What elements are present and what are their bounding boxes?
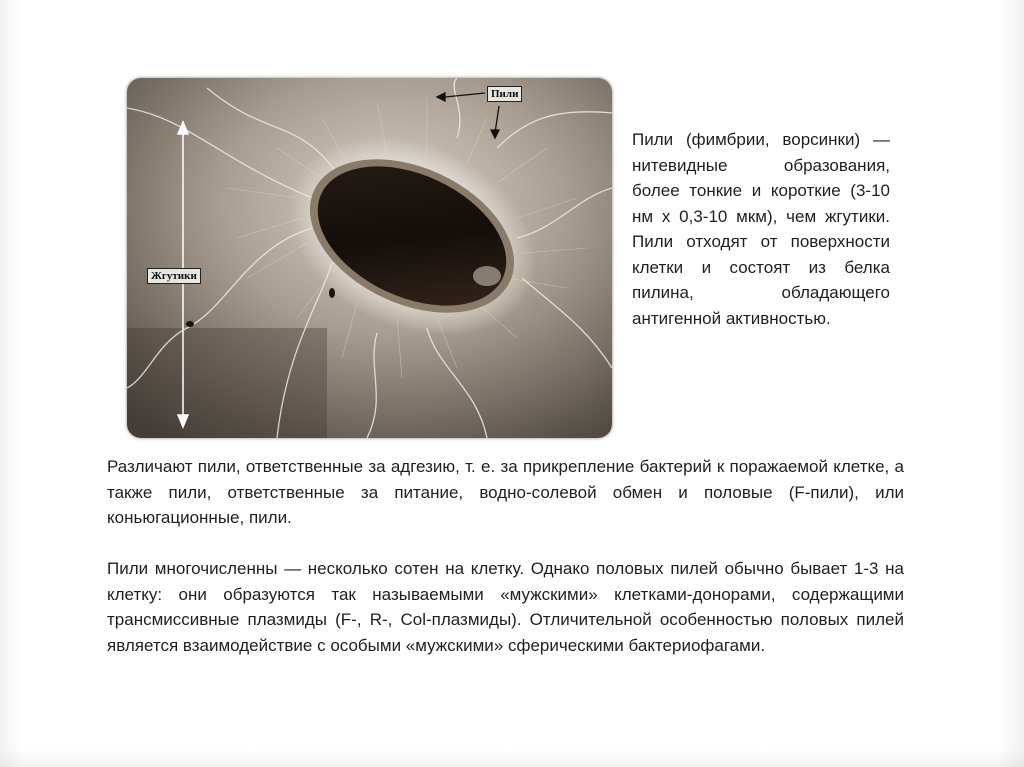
page-shadow-left [0,0,22,767]
page-shadow-right [998,0,1024,767]
pili-definition-text: Пили (фимбрии, ворсинки) — нитевидные образования, более тонкие и короткие (3-10 нм х 0,3-10 мкм), чем жгутики. Пили отходят от поверхности клетки и состоят из белка пилина, обладающего антигенной активностью. [632,130,890,328]
page-shadow-bottom [0,749,1024,767]
pili-types-paragraph: Различают пили, ответственные за адгезию, т. е. за прикрепление бактерий к поражаемой клетке, а также пили, ответственные за питание, водно-солевой обмен и половые (F-пили), или коньюгационные, пили. [107,457,904,527]
pili-label: Пили [487,86,522,102]
flagella-label: Жгутики [147,268,201,284]
sex-pili-paragraph: Пили многочисленны — несколько сотен на клетку. Однако половых пилей обычно бывает 1-3 на клетку: они образуются так называемыми «мужскими» клетками-донорами, содержащими трансмиссивные плазмиды (F-, R-, Col-плазмиды). Отличительной особенностью половых пилей является взаимодействие с особыми «мужскими» сферическими бактериофагами. [107,559,904,655]
bacterium-micrograph [127,78,612,438]
